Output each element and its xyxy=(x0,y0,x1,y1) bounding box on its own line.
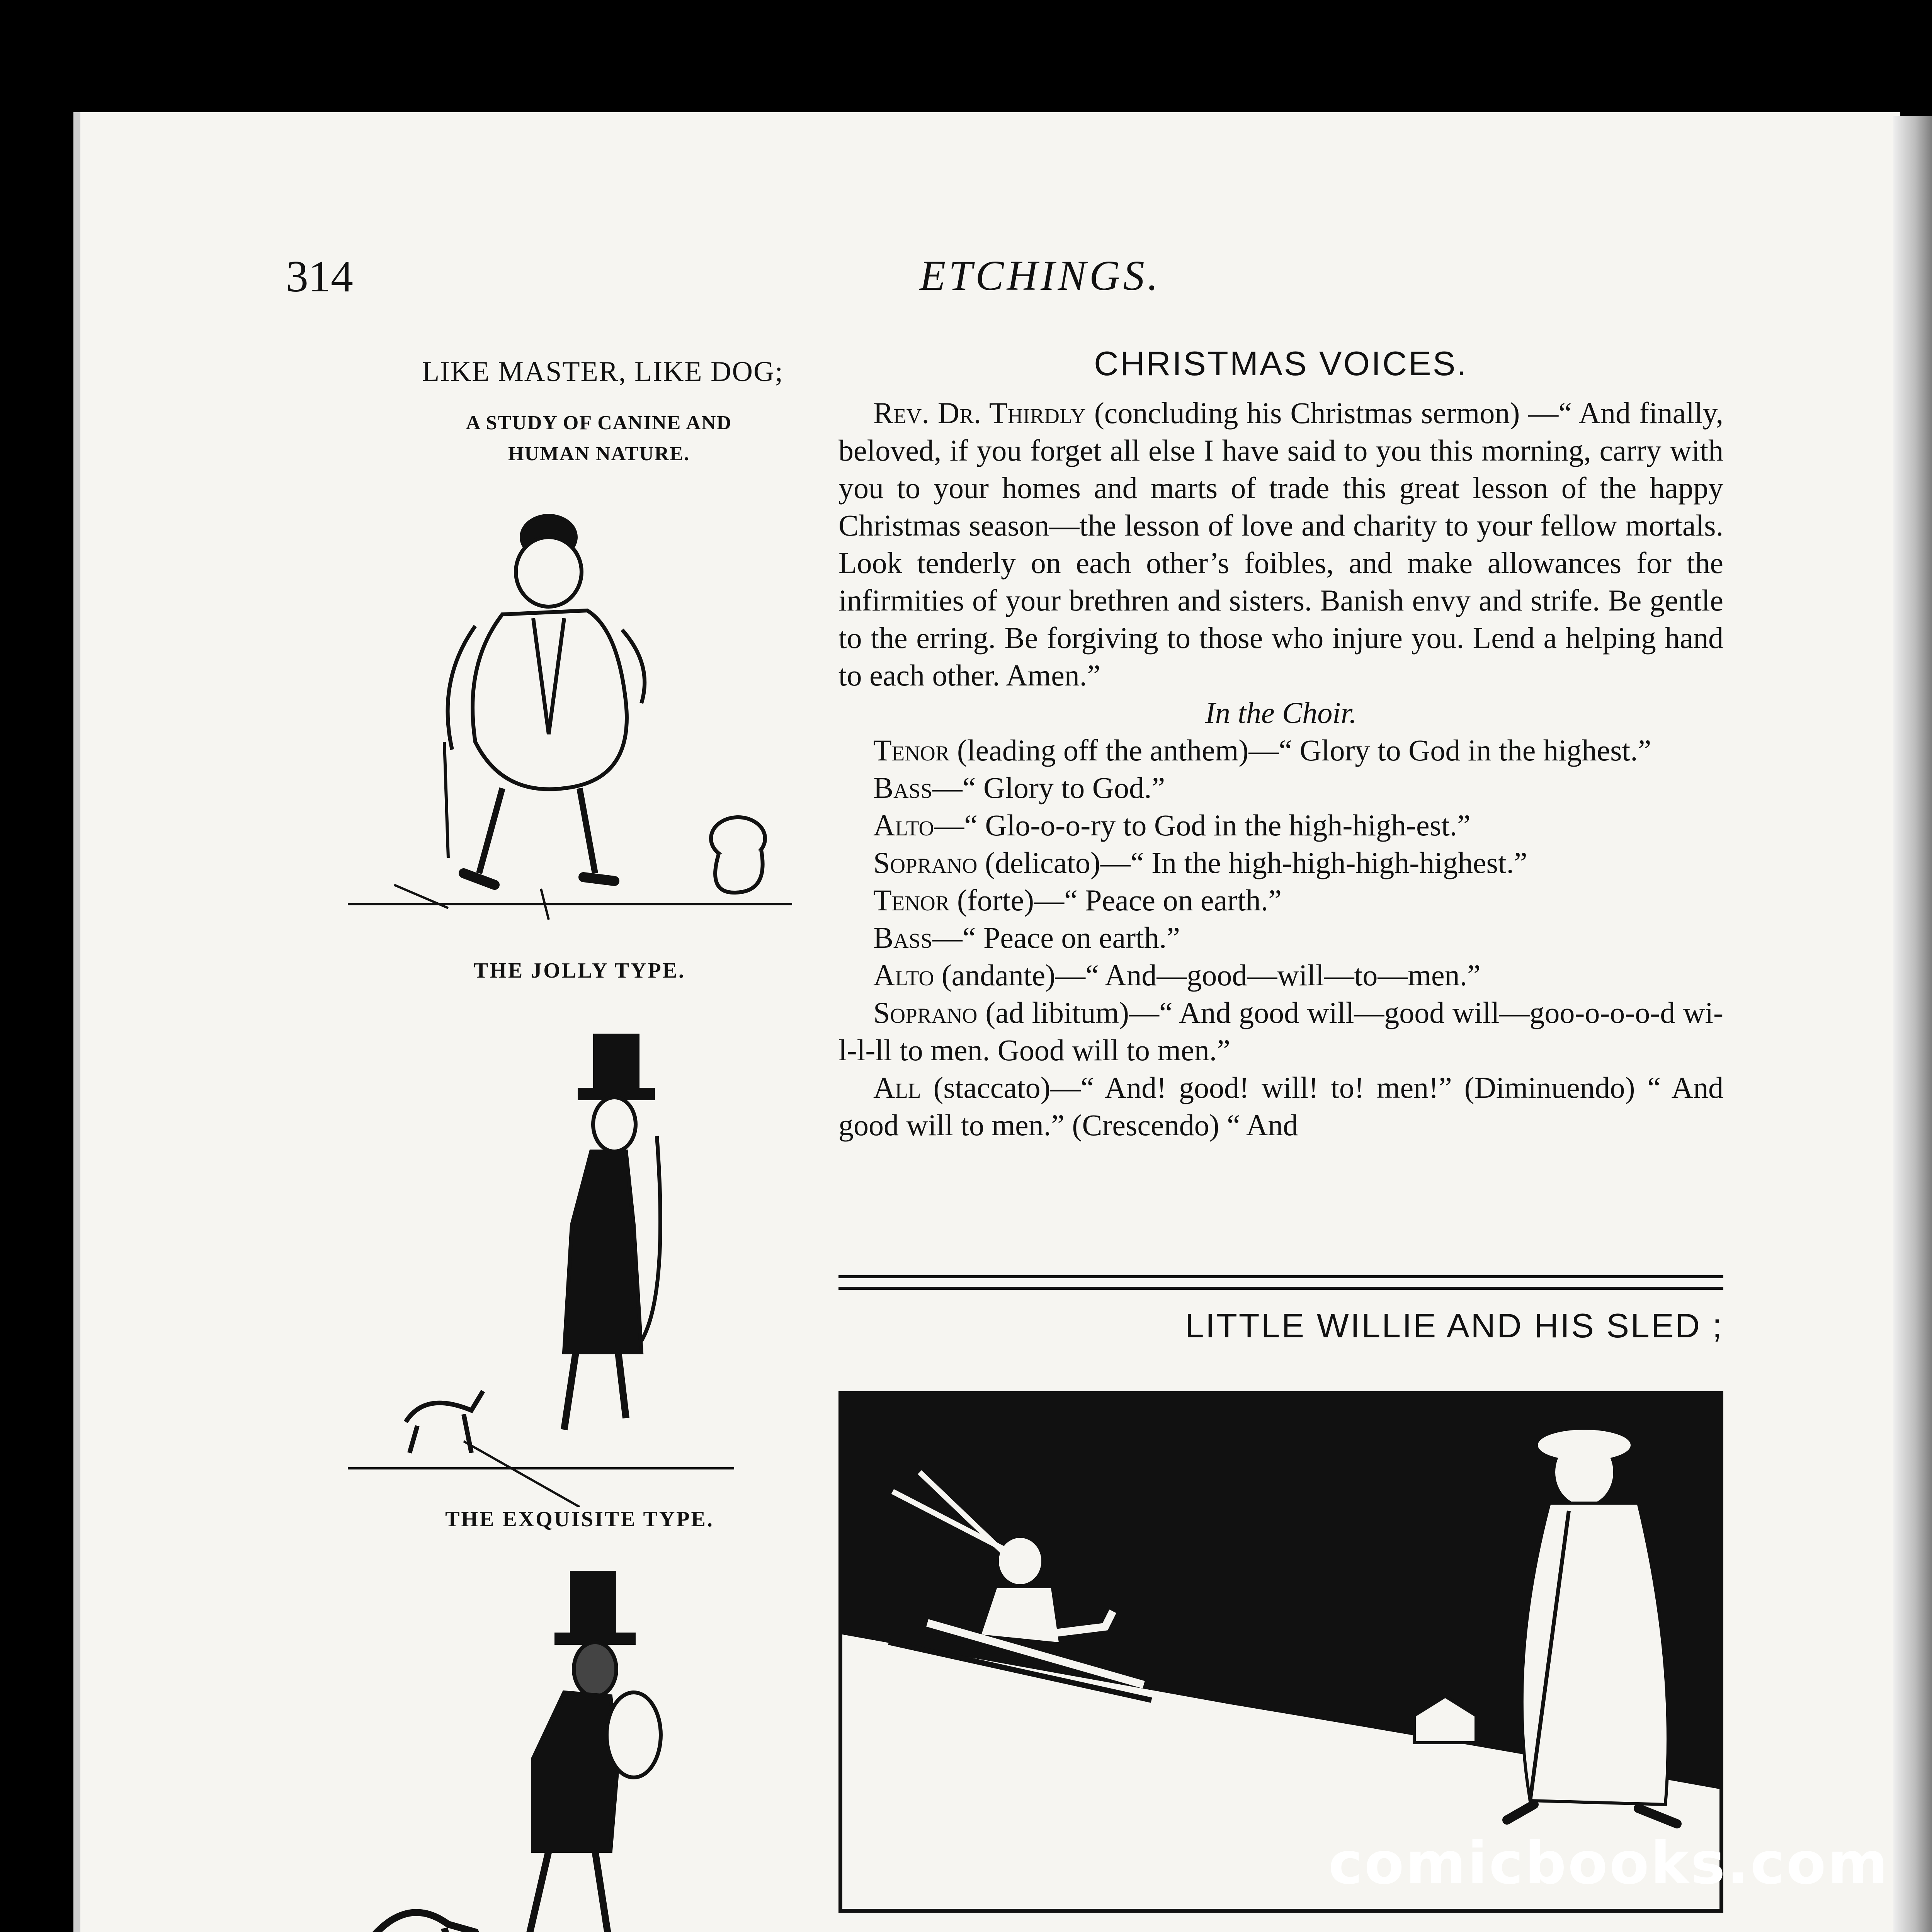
caption-jolly: THE JOLLY TYPE. xyxy=(473,959,686,983)
speaker-name: Soprano xyxy=(873,846,978,879)
caption-exquisite: THE EXQUISITE TYPE. xyxy=(445,1507,714,1531)
left-article-subtitle xyxy=(386,408,811,469)
page-number: 314 xyxy=(286,252,353,301)
page-edge xyxy=(1893,116,1932,1932)
speaker-name: Bass xyxy=(873,771,932,804)
sermon-paragraph xyxy=(838,394,1723,694)
speaker-name: Bass xyxy=(873,921,932,954)
left-article-title: LIKE MASTER, LIKE DOG; xyxy=(422,356,784,388)
christmas-voices-text-top xyxy=(838,394,1723,1144)
speaker-name: Rev. Dr. Thirdly xyxy=(873,396,1086,430)
choir-line xyxy=(838,919,1723,956)
speech-text: (concluding his Christmas sermon) —“ And finally, beloved, if you forget all else I have said to you this morning, carry with you to your homes and marts of trade this great lesson of the happy Christmas season—the lesson of love and charity to your fellow mortals. Look tenderly on each other’s foibles, and make allowances for the infirmities of your brethren and sisters. Banish envy and strife. Be gentle to the erring. Be forgiving to those who injure you. Lend a helping hand to each other. Amen.” xyxy=(838,396,1723,692)
jolly-man-and-dog-illustration xyxy=(348,502,835,927)
choir-line xyxy=(838,806,1723,844)
choir-line xyxy=(838,881,1723,919)
speaker-name: Alto xyxy=(873,958,934,992)
speaker-name: All xyxy=(873,1071,921,1104)
choir-line xyxy=(838,956,1723,994)
speech-text: —“ Glo-o-o-ry to God in the high-high-est.” xyxy=(934,808,1471,842)
speech-text: —“ Peace on earth.” xyxy=(932,921,1180,954)
christmas-voices-title: CHRISTMAS VOICES. xyxy=(1094,344,1468,383)
subtitle-line: HUMAN NATURE. xyxy=(508,443,690,465)
speech-text: (leading off the anthem)—“ Glory to God in the highest.” xyxy=(949,733,1651,767)
lean-man-and-dog-illustration xyxy=(348,1565,835,1932)
speech-text: (forte)—“ Peace on earth.” xyxy=(949,883,1282,917)
subtitle-line: A STUDY OF CANINE AND xyxy=(466,412,732,434)
speaker-name: Alto xyxy=(873,808,934,842)
choir-line xyxy=(838,731,1723,769)
choir-line xyxy=(838,994,1723,1069)
running-title: ETCHINGS. xyxy=(920,252,1162,299)
speech-text: —“ Glory to God.” xyxy=(932,771,1165,804)
choir-line xyxy=(838,1069,1723,1144)
little-willie-title: LITTLE WILLIE AND HIS SLED ; xyxy=(1185,1306,1723,1345)
speaker-name: Tenor xyxy=(873,733,950,767)
speech-text: (ad libitum)—“ And good will—good will—goo-o-o-o-d wi-l-l-ll to men. Good will to men.” xyxy=(838,996,1723,1067)
exquisite-man-and-dog-illustration xyxy=(348,1024,835,1507)
speaker-name: Tenor xyxy=(873,883,950,917)
site-watermark: comicbooks.com xyxy=(1328,1830,1889,1897)
speech-text: (andante)—“ And—good—will—to—men.” xyxy=(934,958,1481,992)
speech-text: (delicato)—“ In the high-high-high-highest.” xyxy=(977,846,1527,879)
speech-text: (staccato)—“ And! good! will! to! men!” (Diminuendo) “ And good will to men.” (Crescendo) “ And xyxy=(838,1071,1723,1142)
section-divider xyxy=(838,1275,1723,1290)
choir-heading: In the Choir. xyxy=(1205,696,1357,730)
choir-line xyxy=(838,844,1723,881)
speaker-name: Soprano xyxy=(873,996,978,1029)
choir-line xyxy=(838,769,1723,806)
